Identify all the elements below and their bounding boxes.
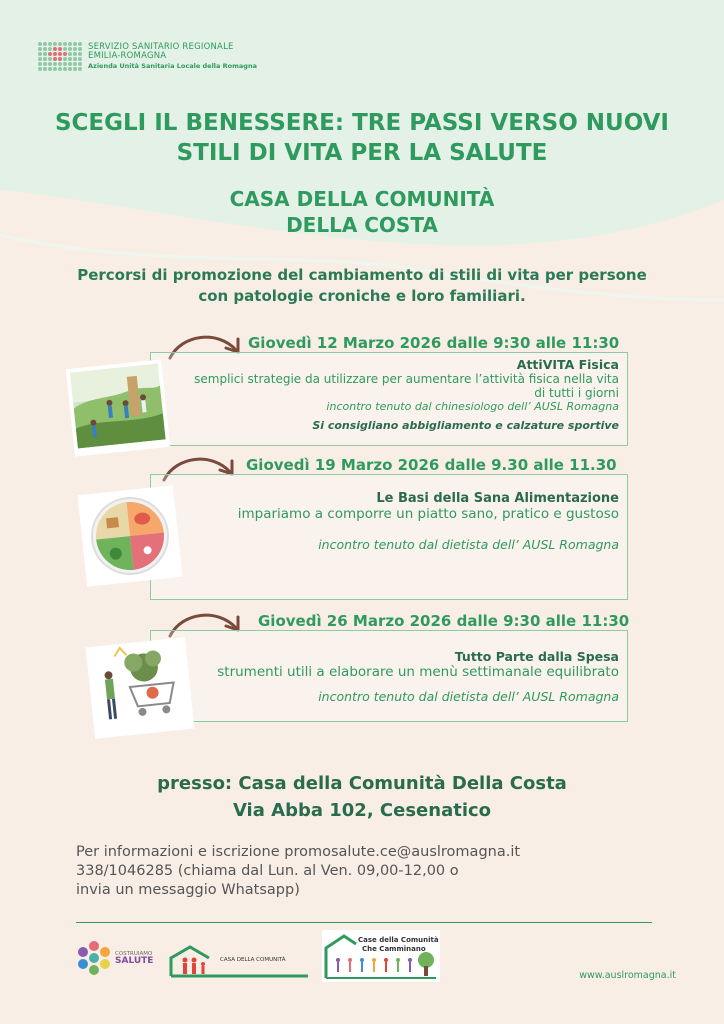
event-1-title: AttiVITA Fisica [516,357,619,372]
location-block [0,770,724,824]
intro-line-2: con patologie croniche e loro familiari. [198,287,526,305]
logo1-main-text: SALUTE [115,956,154,966]
event-3-card [150,630,628,722]
event-2-date: Giovedì 19 Marzo 2026 dalle 9.30 alle 11.30 [246,456,617,474]
casa-della-comunita-logo [168,944,310,979]
page-subtitle [0,186,724,238]
logo-dot-grid-icon [38,42,82,71]
contact-info [76,843,520,900]
grocery-shopping-illustration [85,637,194,739]
event-1-card [150,352,628,446]
page-title [0,108,724,168]
logo-line-2: EMILIA-ROMAGNA [88,51,167,62]
event-2-note: incontro tenuto dal dietista dell’ AUSL Romagna [318,537,619,552]
logo-line-1: SERVIZIO SANITARIO REGIONALE [88,42,234,52]
healthy-plate-illustration [77,485,182,587]
location-line-1: presso: Casa della Comunità Della Costa [157,773,567,794]
colorful-circle-logo-icon [76,940,112,976]
event-2-title: Le Basi della Sana Alimentazione [376,491,619,506]
logo1-top-text: COSTRUIAMO [115,951,153,957]
event-3-title: Tutto Parte dalla Spesa [454,649,619,664]
footer-divider [76,922,652,923]
regional-health-logo [38,42,257,71]
case-che-camminano-logo [322,930,440,982]
logo2-text: CASA DELLA COMUNITÀ [220,957,286,963]
event-1-desc-line-2: di tutti i giorni [534,386,619,400]
intro-text [0,265,724,307]
intro-line-1: Percorsi di promozione del cambiamento di stili di vita per persone [77,266,647,284]
title-line-1: SCEGLI IL BENESSERE: TRE PASSI VERSO NUOVI [54,110,669,136]
event-3-note: incontro tenuto dal dietista dell’ AUSL Romagna [318,689,619,704]
info-line-1: Per informazioni e iscrizione promosalute.ce@auslromagna.it [76,844,521,860]
logo-line-3: Azienda Unità Sanitaria Locale della Romagna [88,61,257,70]
event-1-note: incontro tenuto dal chinesiologo dell’ AUSL Romagna [326,400,619,413]
info-line-2: 338/1046285 (chiama dal Lun. al Ven. 09,00-12,00 o [76,863,459,879]
location-line-2: Via Abba 102, Cesenatico [232,800,492,821]
title-line-2: STILI DI VITA PER LA SALUTE [176,140,548,166]
logo3-line-1: Case della Comunità [358,936,439,944]
website-link[interactable]: www.auslromagna.it [579,970,676,981]
subtitle-line-2: DELLA COSTA [286,213,438,237]
costruiamo-salute-logo [76,940,153,976]
event-1-date: Giovedì 12 Marzo 2026 dalle 9:30 alle 11:30 [248,334,620,352]
event-2-card [150,474,628,600]
subtitle-line-1: CASA DELLA COMUNITÀ [229,187,495,211]
event-1-desc-line-1: semplici strategie da utilizzare per aumentare l’attività fisica nella vita [194,372,619,386]
event-3-desc: strumenti utili a elaborare un menù settimanale equilibrato [217,664,619,680]
people-exercising-illustration [66,359,171,457]
info-line-3: invia un messaggio Whatsapp) [76,882,300,898]
event-2-desc: impariamo a comporre un piatto sano, pratico e gustoso [237,506,619,522]
event-1-tip: Si consigliano abbigliamento e calzature sportive [312,419,619,432]
event-3-date: Giovedì 26 Marzo 2026 dalle 9:30 alle 11:30 [258,612,630,630]
logo3-line-2: Che Camminano [362,945,426,953]
